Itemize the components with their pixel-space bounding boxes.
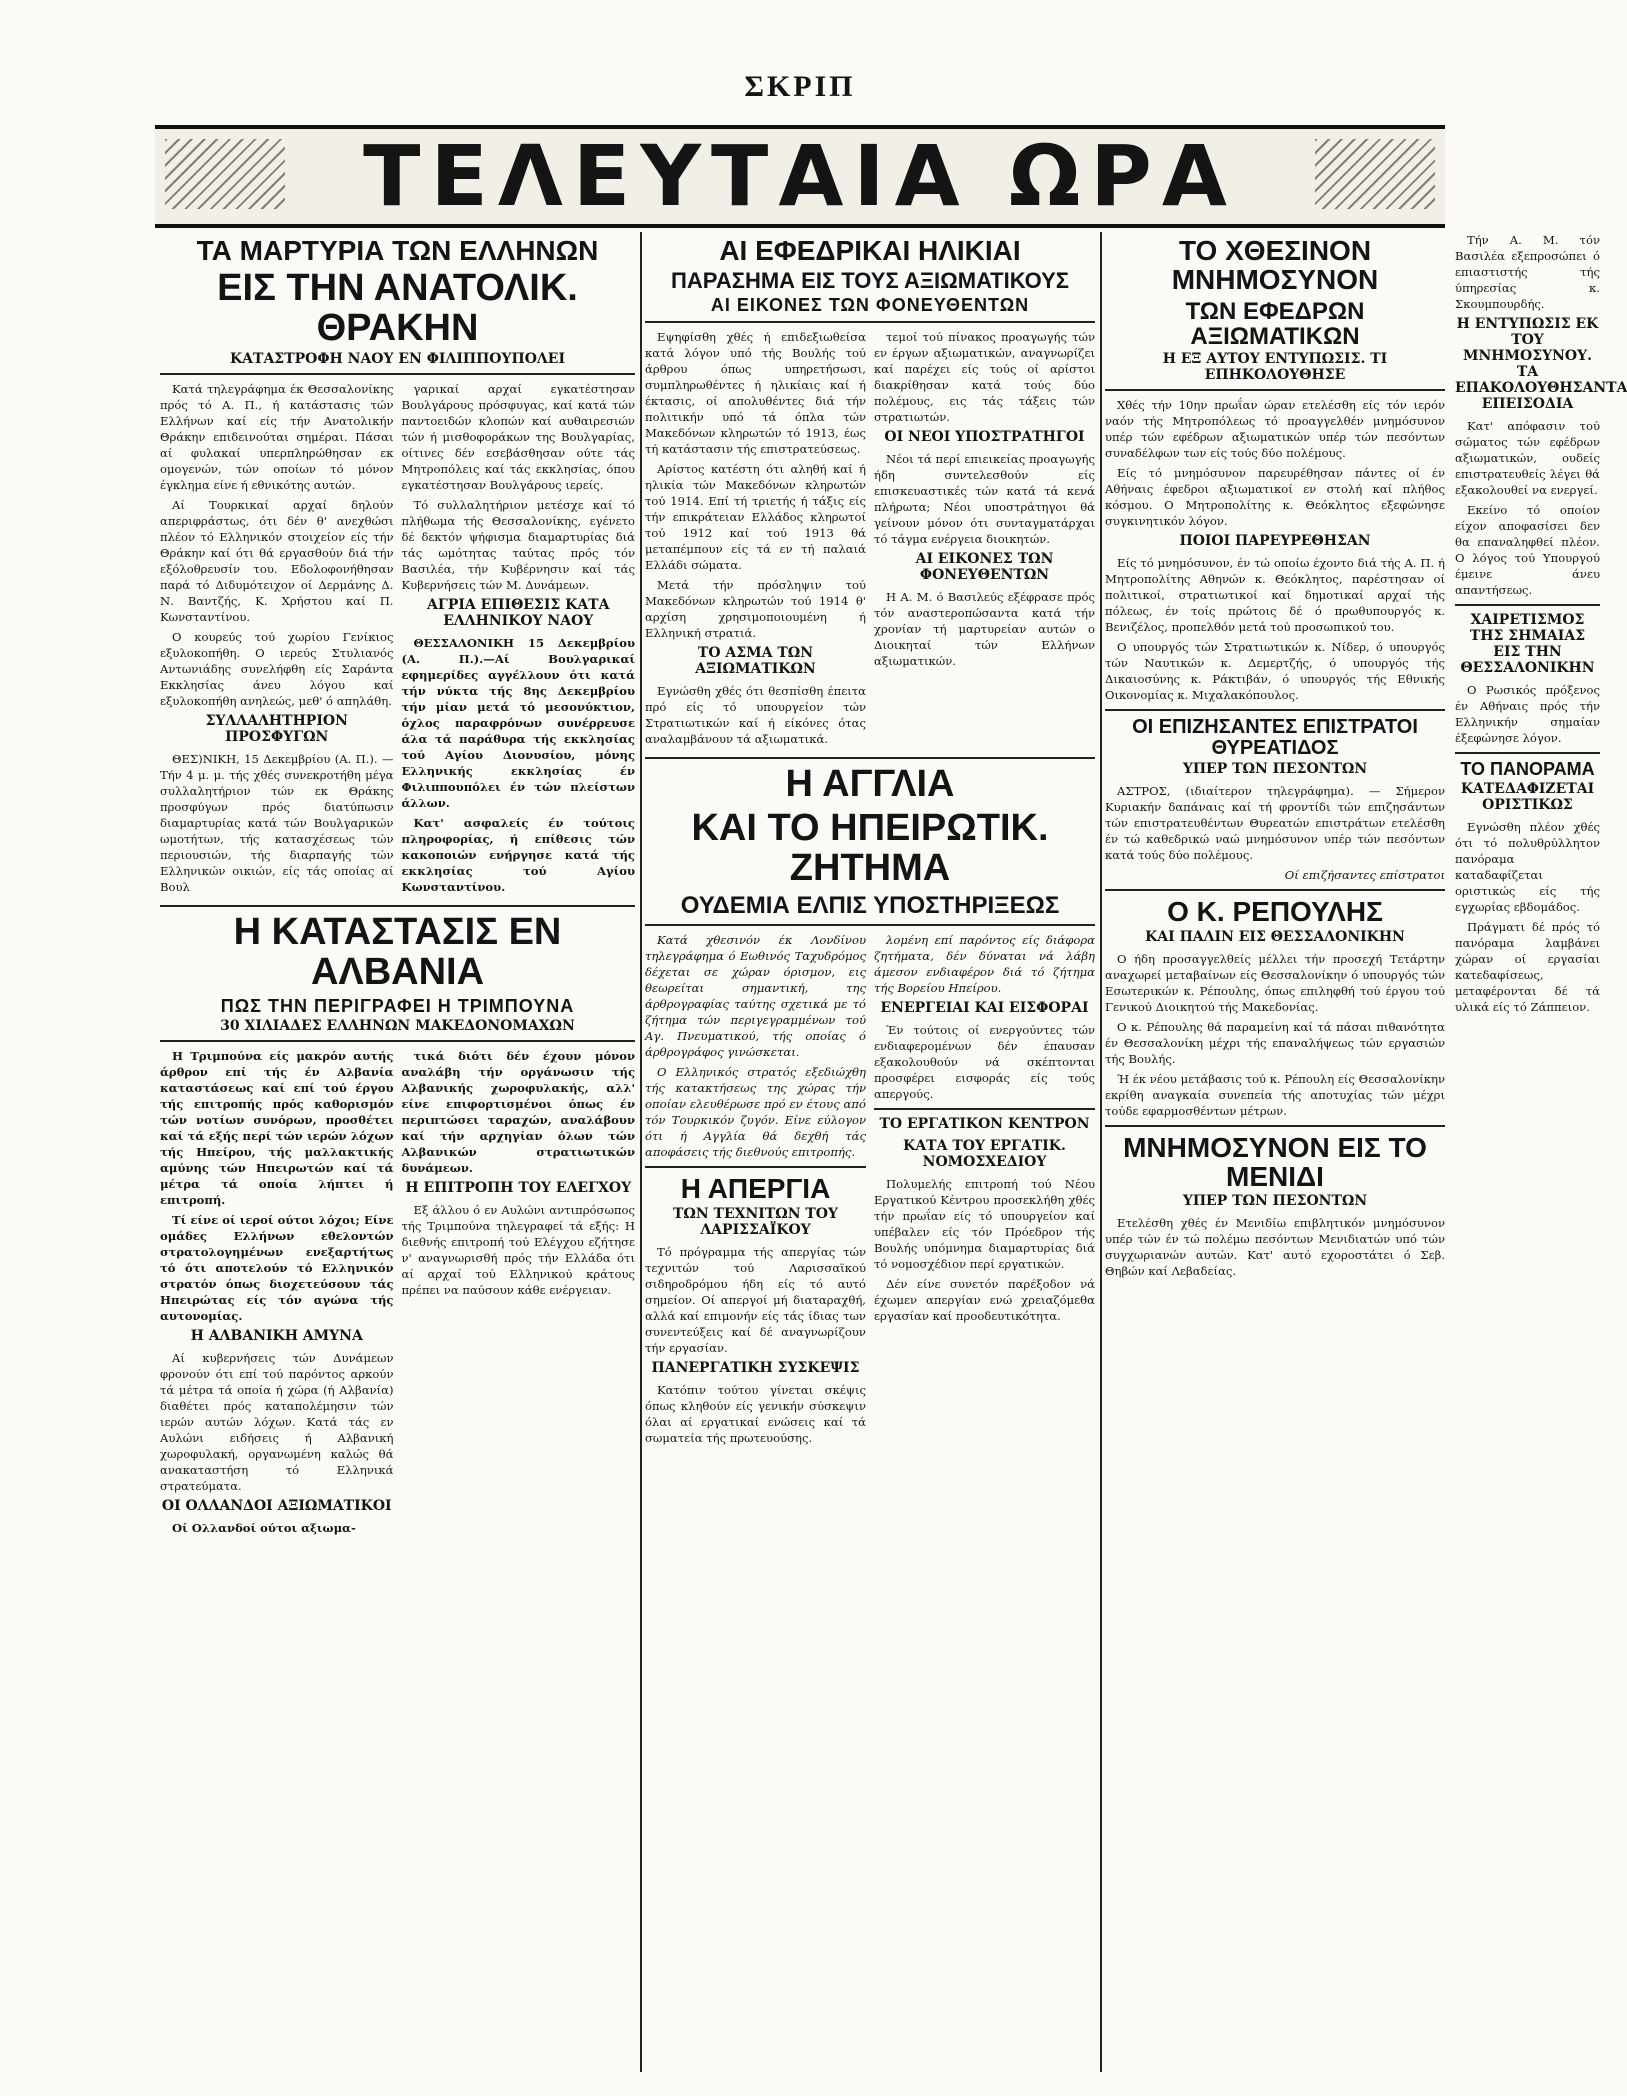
paragraph: Τήν Α. Μ. τόν Βασιλέα εξεπροσώπει ό επιαστιστής τής ύπηρεσίας κ. Σκουμπουρδής. (1455, 233, 1600, 311)
column-4 (1455, 232, 1627, 2072)
section-heading: Η ΑΛΒΑΝΙΚΗ ΑΜΥΝΑ (190, 1327, 363, 1344)
banner-title: ΤΕΛΕΥΤΑΙΑ ΩΡΑ (363, 127, 1237, 225)
column-3 (1105, 232, 1445, 2072)
paragraph: Μετά τήν πρόσληψιν τού Μακεδόνων κληρωτών τού 1914 θ' αρχίση χρησιμοποιουμένη ή Ελληνική στρατιά. (645, 578, 866, 641)
article-subtitle: ΥΠΕΡ ΤΩΝ ΠΕΣΟΝΤΩΝ (1182, 1193, 1368, 1210)
paragraph: Τί είνε οί ιεροί ούτοι λόχοι; Είνε ομάδες Ελλήνων εθελοντών στρατολογημένων ενεξαρτήτως τό ότι αποτελούν τό Ελληνικόν στρατόν όπως διοχετεύσουν τάς Ηπειρώτας είς τόν αγώνα τής αυτονομίας. (160, 1212, 394, 1323)
article-subtitle: ΟΥΔΕΜΙΑ ΕΛΠΙΣ ΥΠΟΣΤΗΡΙΞΕΩΣ (680, 892, 1060, 920)
paragraph: Νέοι τά περί επιεικείας προαγωγής ήδη συντελεσθούν είς επισκευαστικές τών κατά τά κενά πλήρωτα; Νέοι υποστράτηγοι θά γείνουν μόνον ότι συνταγματάρχαι τό τάγμα ενέργεια διοικητών. (874, 452, 1095, 547)
paragraph: τικά διότι δέν έχουν μόνον αναλάβη τήν οργάνωσιν τής Αλβανικής χωροφυλακής, αλλ' είνε επιφορτισμένοι όπως έν περιπτώσει ταραχών, αναλάβουν καί τήν αρχηγίαν όλων τών Αλβανικών στρατιωτικών δυνάμεων. (401, 1048, 635, 1175)
divider (874, 1108, 1095, 1110)
paragraph: Ο κ. Ρέπουλης θά παραμείνη καί τά πάσαι πιθανότητα έν Θεσσαλονίκη μέχρι τής επαναλήψεως τών εργασιών τής Βουλής. (1105, 1019, 1445, 1066)
article-title: ΜΝΗΜΟΣΥΝΟΝ ΕΙΣ ΤΟ ΜΕΝΙΔΙ (1123, 1131, 1427, 1192)
column-divider (1100, 232, 1102, 2072)
article-subtitle: ΚΑΤΑΣΤΡΟΦΗ ΝΑΟΥ ΕΝ ΦΙΛΙΠΠΟΥΠΟΛΕΙ (230, 351, 565, 368)
paragraph: Κατά τηλεγράφημα έκ Θεσσαλονίκης πρός τό Α. Π., ή κατάστασις τών Ελλήνων καί είς τήν Ανατολικήν Θράκην επιδεινούται σημέραι. Πάσαι αί φυλακαί υπερπληρώθησαν εκ ομογενών, τών οποίων τό μόνον έγκλημα είνε ή εθνικότης αυτών. (160, 382, 394, 493)
article-subtitle: ΥΠΕΡ ΤΩΝ ΠΕΣΟΝΤΩΝ (1182, 761, 1368, 778)
article-body (160, 381, 635, 899)
paragraph: Εξ άλλου ό εν Αυλώνι αντιπρόσωπος τής Τριμπούνα τηλεγραφεί τά εξής: Η διεθνής επιτροπή τού Ελέγχου εζήτησε ν' αναγνωρισθή πρός τήν Ελλάδα ότι αί αρχαί τού Ελληνικού κράτους πρέπει να παύσουν κάθε ενέργειαν. (401, 1202, 635, 1297)
paragraph: γαρικαί αρχαί εγκατέστησαν Βουλγάρους πρόσφυγας, καί κατά τών παντοειδών κλοπών καί αυθαιρεσιών τών ή μισθοφοράκων της Βουλγαρίας, οίτινες δέν εσεβάσθησαν ούτε τάς Μητροπόλεις καί τάς εκκλησίας, όπου εγκατέστησαν Βουλγάρους ιερείς. (401, 382, 635, 493)
article-title: ΕΙΣ ΤΗΝ ΑΝΑΤΟΛΙΚ. ΘΡΑΚΗΝ (217, 267, 578, 350)
headline-banner (155, 125, 1445, 228)
paragraph: Ο κουρεύς τού χωρίου Γενίκιος εξυλοκοπήθη. Ο ιερεύς Στυλιανός Αντωνιάδης συνελήφθη είς Σαράντα Εκκλησίας άνευ λόγου καί εξυλοκοπήθη ανηλεώς, μεθ' ό απηλάθη. (160, 630, 394, 709)
paragraph: Κατ' ασφαλείς έν τούτοις πληροφορίας, ή επίθεσις τών κακοποιών ενήργησε κατά τής εκκλησίας τού Αγίου Κωνσταντίνου. (401, 816, 635, 895)
paragraph: Αί Τουρκικαί αρχαί δηλούν απεριφράστως, ότι δέν θ' ανεχθώσι πλέον τό Ελληνικόν στοιχείον είς τήν Θράκην καί ότι θά εργασθούν διά τήν εξόλοθρευσίν του. Εδολοφονήθησαν παρά τό Διδυμότειχον οί Δερμάνης Δ. Ν. Βαντζής, Κ. Χρήστου καί Π. Κωνσταντίνου. (160, 498, 394, 625)
paragraph: Εγνώσθη πλέον χθές ότι τό πολυθρύλλητον πανόραμα καταδαφίζεται οριστικώς είς τής εγχωρίας εβδομάδος. (1455, 819, 1600, 914)
paragraph: Είς τό μνημόσυνον, έν τώ οποίω έχοντο διά τής A. Π. ή Μητροπολίτης Αθηνών κ. Θεόκλητος, παρέστησαν οί πολιτικοί, στρατιωτικοί καί δημοτικαί αρχαί τής πόλεως, έν τοίς πρώτοις δέ ό πρωθυπουργός κ. Βενιζέλος, προπελθόν μετά τού προσωπικού του. (1105, 556, 1445, 635)
article-title: ΚΑΙ ΤΟ ΗΠΕΙΡΩΤΙΚ. ΖΗΤΗΜΑ (691, 807, 1049, 890)
article-title: Ο Κ. ΡΕΠΟΥΛΗΣ (1167, 896, 1383, 928)
article-title: ΤΑ ΜΑΡΤΥΡΙΑ ΤΩΝ ΕΛΛΗΝΩΝ (196, 235, 599, 266)
column-2 (645, 232, 1095, 2072)
paragraph: Ο Ρωσικός πρόξενος έν Αθήναις πρός τήν Ελληνικήν σημαίαν έξεφώνησε λόγον. (1455, 683, 1600, 745)
paragraph: Ο υπουργός τών Στρατιωτικών κ. Νίδερ, ό υπουργός τών Ναυτικών κ. Δεμερτζής, ό υπουργός τής Δικαιοσύνης κ. Ράκτιβάν, ό υπουργός τής Εθνικής Οικονομίας κ. Μιχαλακόπουλος. (1105, 640, 1445, 703)
section-heading: Η ΕΠΙΤΡΟΠΗ ΤΟΥ ΕΛΕΓΧΟΥ (405, 1179, 632, 1196)
paragraph: Εκείνο τό οποίον είχον αποφασίσει δεν θα επαναληφθεί πλέον. Ο λόγος τού Υπουργού έμεινε άνευ απαντήσεως. (1455, 503, 1600, 597)
divider (1105, 889, 1445, 891)
paragraph: Κατ' απόφασιν τού σώματος τών εφέδρων αξιωματικών, ουδείς επιστρατευθείς λέγει θά εξακολουθεί να ενεργεί. (1455, 419, 1600, 497)
divider (1105, 1125, 1445, 1127)
divider (645, 1166, 866, 1168)
paragraph: Δέν είνε συνετόν παρέξοδον νά έχωμεν απεργίαν ενώ χρειαζόμεθα εργασίαν καί προοδευτικότητα. (874, 1277, 1095, 1324)
section-heading: ΑΙ ΕΙΚΟΝΕΣ ΤΩΝ ΦΟΝΕΥΘΕΝΤΩΝ (915, 551, 1054, 584)
section-heading: ΤΟ ΕΡΓΑΤΙΚΟΝ ΚΕΝΤΡΟΝ (879, 1116, 1090, 1133)
article-subtitle: ΑΙ ΕΙΚΟΝΕΣ ΤΩΝ ΦΟΝΕΥΘΕΝΤΩΝ (710, 295, 1030, 316)
divider (645, 321, 1095, 323)
paragraph: Έν τούτοις οί ενεργούντες τών ενδιαφερομένων δέν έπαυσαν εξακολουθούν νά σκέπτονται προσφέρει εισφοράς είς τούς απεργούς. (874, 1023, 1095, 1102)
section-heading: ΠΟΙΟΙ ΠΑΡΕΥΡΕΘΗΣΑΝ (1179, 533, 1371, 550)
paragraph: Εγνώσθη χθές ότι θεσπίσθη έπειτα πρό είς τό υπουργείον τών Στρατιωτικών καί ή είκόνες ότας αναλαμβάνουν τά αξιωματικά. (645, 684, 866, 747)
paragraph: λομένη επί παρόντος είς διάφορα ζητήματα, δέν δύναται νά λάβη άμεσον ενδιαφέρον διά τό ζήτημα τής Βορείου Ηπείρου. (874, 933, 1095, 996)
paragraph: Ο ήδη προσαγγελθείς μέλλει τήν προσεχή Τετάρτην αναχωρεί μεταβαίνων είς Θεσσαλονίκην ό υπουργός τών Εσωτερικών κ. Ρέπουλης, όπως επιληφθή τού έργου τού Γενικού Διοικητού τής Μακεδονίας. (1105, 951, 1445, 1014)
article-title: ΟΙ ΕΠΙΖΗΣΑΝΤΕΣ ΕΠΙΣΤΡΑΤΟΙ ΘΥΡΕΑΤΙΔΟΣ (1132, 716, 1418, 760)
article-title: Η ΚΑΤΑΣΤΑΣΙΣ ΕΝ ΑΛΒΑΝΙΑ (233, 911, 562, 994)
divider (160, 905, 635, 907)
article-subtitle: 30 ΧΙΛΙΑΔΕΣ ΕΛΛΗΝΩΝ ΜΑΚΕΔΟΝΟΜΑΧΩΝ (220, 1017, 575, 1034)
paragraph: Αρίστος κατέστη ότι αληθή καί ή ηλικία τών Μακεδόνων κληρωτών τού 1914. Επί τή τριετής ή τάξις είς τήν επικράτειαν Ελλάδος κληρωτοί τού 1912 καί τού 1913 θά μεταπέμπουν είς τά εν τή παλαιά Ελλάδι σώματα. (645, 462, 866, 573)
paragraph: Χθές τήν 10ην πρωΐαν ώραν ετελέσθη είς τόν ιερόν ναόν τής Μητροπόλεως τό προαγγελθέν μνημόσυνον υπέρ τών εφέδρων αξιωματικών υπέρ τών πεσόντων συναδέλφων των είς τούς δύο πολέμους. (1105, 398, 1445, 461)
article-subtitle: Η ΕΞ ΑΥΤΟΥ ΕΝΤΥΠΩΣΙΣ. ΤΙ ΕΠΗΚΟΛΟΥΘΗΣΕ (1162, 351, 1388, 384)
divider (1105, 389, 1445, 391)
paragraph: Ετελέσθη χθές έν Μενιδίω επιβλητικόν μνημόσυνον υπέρ τών έν τώ πολέμω πεσόντων Μενιδιατών υπό τών συγχωριανών αυτών. Κατ' αυτό εχοροστάτει ό Σεβ. Θηβών καί Λεβαδείας. (1105, 1216, 1445, 1279)
paragraph: Ή έκ νέου μετάβασις τού κ. Ρέπουλη είς Θεσσαλονίκην εκρίθη αναγκαία συνεπεία τής αποτυχίας τών μέχρι τούδε εφαρμοσθέντων μέτρων. (1105, 1071, 1445, 1118)
section-heading: ΧΑΙΡΕΤΙΣΜΟΣ ΤΗΣ ΣΗΜΑΙΑΣ ΕΙΣ ΤΗΝ ΘΕΣΣΑΛΟΝΙΚΗΝ (1460, 612, 1595, 676)
article-title: ΤΩΝ ΕΦΕΔΡΩΝ ΑΞΙΩΜΑΤΙΚΩΝ (1185, 297, 1365, 350)
paragraph: Πολυμελής επιτροπή τού Νέου Εργατικού Κέντρου προσεκλήθη χθές τήν πρωΐαν είς τό υπουργείον καί υπέβαλεν είς τόν Πρόεδρον τής Βουλής υπόμνημα διαμαρτυρίας διά τό νομοσχέδιον περί εργατικών. (874, 1177, 1095, 1272)
section-heading: ΠΑΝΕΡΓΑΤΙΚΗ ΣΥΣΚΕΨΙΣ (651, 1359, 860, 1376)
section-heading: ΣΥΛΛΑΛΗΤΗΡΙΟΝ ΠΡΟΣΦΥΓΩΝ (205, 713, 348, 746)
masthead: ΣΚΡΙΠ (744, 70, 856, 103)
paragraph: ΑΣΤΡΟΣ, (ιδιαίτερον τηλεγράφημα). — Σήμερον Κυριακήν δαπάναις καί τή φροντίδι τών επιζησάντων τών επιστρατευθέντων Θυρεατών επιστράτων ετελέσθη έν τώ καθεδρικώ ναώ μνημόσυνον υπέρ τών πεσόντων κατά τούς δύο πολέμους. (1105, 784, 1445, 863)
paragraph: Πράγματι δέ πρός τό πανόραμα λαμβάνει χώραν οί εργασίαι κατεδαφίσεως, μεταφέρονται δέ τά υλικά είς τό Ζάππειον. (1455, 919, 1600, 1014)
divider (645, 757, 1095, 759)
divider (1455, 604, 1600, 606)
paragraph: Είς τό μνημόσυνον παρευρέθησαν πάντες οί έν Αθήναις έφεδροι αξιωματικοί εν στολή καί πλήθος κόσμου. Ο Μητροπολίτης κ. Θεόκλητος εξεφώνησε συγκινητικόν λόγον. (1105, 466, 1445, 529)
article-body (160, 1048, 635, 1540)
article-subtitle: ΚΑΙ ΠΑΛΙΝ ΕΙΣ ΘΕΣΣΑΛΟΝΙΚΗΝ (1145, 928, 1405, 945)
section-heading: ΕΝΕΡΓΕΙΑΙ ΚΑΙ ΕΙΣΦΟΡΑΙ (880, 1000, 1089, 1017)
article-subtitle: ΤΩΝ ΤΕΧΝΙΤΩΝ ΤΟΥ ΛΑΡΙΣΣΑΪΚΟΥ (672, 1205, 838, 1238)
paragraph: τεμοί τού πίνακος προαγωγής τών εν έργων αξιωματικών, αναγνωρίζει καί παρέχει είς τούς οί αρίστοι διακρίθησαν κατά τούς δύο πολέμους, εις τάς τάξεις τών στρατιωτών. (874, 330, 1095, 425)
section-heading: Η ΕΝΤΥΠΩΣΙΣ ΕΚ ΤΟΥ ΜΝΗΜΟΣΥΝΟΥ. ΤΑ ΕΠΑΚΟΛΟΥΘΗΣΑΝΤΑ ΕΠΕΙΣΟΔΙΑ (1455, 316, 1627, 412)
article-subtitle: ΚΑΤΕΔΑΦΙΖΕΤΑΙ ΟΡΙΣΤΙΚΩΣ (1460, 780, 1595, 813)
paragraph: Η Τριμπούνα είς μακρόν αυτής άρθρον επί τής έν Αλβανία καταστάσεως καί επί τού έργου τής επιτροπής πρός καθορισμόν τών νοτίων συνόρων, προσθέτει καί τά εξής περί τών ιερών λόχων τής Ηπείρου, τής μαλλακτικής αμύνης τών Ηπειρωτών καί τά μέτρα τά οποία λήπτει ή επιτροπή. (160, 1048, 394, 1207)
article-title: ΑΙ ΕΦΕΔΡΙΚΑΙ ΗΛΙΚΙΑΙ (719, 235, 1021, 266)
column-1 (160, 232, 635, 2072)
paragraph: Αί κυβερνήσεις τών Δυνάμεων φρονούν ότι επί τού παρόντος αρκούν τά μέτρα τά οποία ή χώρα (ή Αλβανία) διαθέτει πρός καταπολέμησιν τών ιερών αυτών λόχων. Κατά τάς εν Αυλώνι ειδήσεις ή Αλβανική χωροφυλακή, οργανωμένη καλώς θά ανακαταστήση τό Ελληνικά στρατεύματα. (160, 1350, 394, 1493)
paragraph: ΘΕΣΣΑΛΟΝΙΚΗ 15 Δεκεμβρίου (Α. Π.).—Αί Βουλγαρικαί εφημερίδες αγγέλλουν ότι κατά τήν νύκτα τής 8ης Δεκεμβρίου τήν μίαν μετά τό μεσονύκτιον, όχλος παραφρόνων συνέρρευσε άλα τά παράθυρα τής εκκλησίας τού Αγίου Διονυσίου, μόνης Ελληνικής εκκλησίας έν Φιλιππουπόλει έν τών πλείστων άλλων. (401, 636, 635, 811)
paragraph: Τό συλλαλητήριον μετέσχε καί τό πλήθωμα τής Θεσσαλονίκης, εγένετο δέ δεκτόν ψήφισμα διαμαρτυρίας διά τάς ωμότητας ταύτας πρός τόν Βασιλέα, τήν Κυβέρνησιν καί τάς Κυβερνήσεις τών Μ. Δυνάμεων. (401, 498, 635, 593)
paragraph: Ο Ελληνικός στρατός εξεδιώχθη τής κατακτήσεως της χώρας τήν οποίαν ελευθέρωσε πρό εν έτους από τόν Τουρκικόν ζυγόν. Είνε εύλογον ότι ή Αγγλία θά δεχθή τάς αποφάσεις τής διεθνούς επιτροπής. (645, 1065, 866, 1160)
section-heading: ΟΙ ΟΛΛΑΝΔΟΙ ΑΞΙΩΜΑΤΙΚΟΙ (161, 1497, 392, 1514)
paragraph: Οί Ολλανδοί ούτοι αξιωμα- (172, 1520, 356, 1535)
divider (160, 373, 635, 375)
paragraph: Εψηφίσθη χθές ή επιδεξιωθείσα κατά λόγον υπό τής Βουλής τού άρθρου όπως υπηρετήσωσι, συμπληρωθέντες ή ηλικίαις καί ή έκτασις, οί απολυθέντες διά τήν πολιτικήν υπό τά όπλα τών Μακεδόνων κληρωτών τό 1913, έως τή κατάστασιν τής επιστρατεύσεως. (645, 330, 866, 457)
divider (160, 1040, 635, 1042)
divider (1455, 752, 1600, 754)
paragraph: Κατόπιν τούτου γίνεται σκέψις όπως κληθούν είς γενικήν σύσκεψιν όλαι αί εργατικαί ενώσεις καί τά σωματεία τής πρωτευούσης. (645, 1382, 866, 1445)
article-title: ΤΟ ΠΑΝΟΡΑΜΑ (1460, 759, 1595, 779)
section-heading: ΑΓΡΙΑ ΕΠΙΘΕΣΙΣ ΚΑΤΑ ΕΛΛΗΝΙΚΟΥ ΝΑΟΥ (427, 597, 610, 630)
paragraph: Κατά χθεσινόν έκ Λονδίνου τηλεγράφημα ό Εωθινός Ταχυδρόμος δέχεται σε χώραν όρισμον, εις θεωρείται σημαντική, της άρθρογραφίας ταύτης σχετικά με τό ζήτημα τών περιγεγραμμένων τού Αγ. Πνευματικού, τής οποίας ό άρθρογράφος γινώσκεται. (645, 933, 866, 1060)
paragraph: ΘΕΣ)ΝΙΚΗ, 15 Δεκεμβρίου (Α. Π.). — Τήν 4 μ. μ. τής χθές συνεκροτήθη μέγα συλλαλητήριον τών εκ Θράκης προσφύγων πρός διατύπωσιν διαμαρτυρίας κατά τών Βουλγαρικών ωμοτήτων, τής κατασχέσεως τών περιουσιών, τής διαρπαγής τών Ελληνικών οικιών, είς τάς οποίας αί Βουλ (160, 752, 394, 895)
article-title: ΠΑΡΑΣΗΜΑ ΕΙΣ ΤΟΥΣ ΑΞΙΩΜΑΤΙΚΟΥΣ (671, 268, 1069, 294)
column-divider (640, 232, 642, 2072)
article-body (645, 329, 1095, 751)
section-heading: ΚΑΤΑ ΤΟΥ ΕΡΓΑΤΙΚ. ΝΟΜΟΣΧΕΔΙΟΥ (903, 1138, 1066, 1171)
article-subtitle: ΠΩΣ ΤΗΝ ΠΕΡΙΓΡΑΦΕΙ Η ΤΡΙΜΠΟΥΝΑ (220, 995, 575, 1016)
paragraph: Η Α. Μ. ό Βασιλεύς εξέφρασε πρός τόν αναστεροπώσαντα κατά τήν χρονίαν τή μαρτυρείαν αυτών ο Διοικηταί τών Ελλήνων αξιωματικών. (874, 590, 1095, 669)
divider (1105, 709, 1445, 711)
article-body (645, 932, 1095, 1449)
paragraph: Τό πρόγραμμα τής απεργίας τών τεχνιτών τού Λαρισσαϊκού σιδηροδρόμου ήδη είς τό αυτό σημείον. Οί απεργοί μή διαταραχθή, αλλά καί επιμονήν είς τάς ίδιας των συνεντεύξεις καί δέ αναγνωρίζουν τήν εργασίαν. (645, 1244, 866, 1355)
section-heading: ΤΟ ΑΣΜΑ ΤΩΝ ΑΞΙΩΜΑΤΙΚΩΝ (695, 645, 816, 678)
divider (645, 924, 1095, 926)
section-heading: ΟΙ ΝΕΟΙ ΥΠΟΣΤΡΑΤΗΓΟΙ (884, 429, 1085, 446)
article-title: ΤΟ ΧΘΕΣΙΝΟΝ ΜΝΗΜΟΣΥΝΟΝ (1171, 235, 1379, 296)
paragraph: Οί επιζήσαντες επίστρατοι (1284, 868, 1445, 883)
article-title: Η ΑΠΕΡΓΙΑ (680, 1173, 831, 1205)
article-title: Η ΑΓΓΛΙΑ (785, 763, 955, 806)
